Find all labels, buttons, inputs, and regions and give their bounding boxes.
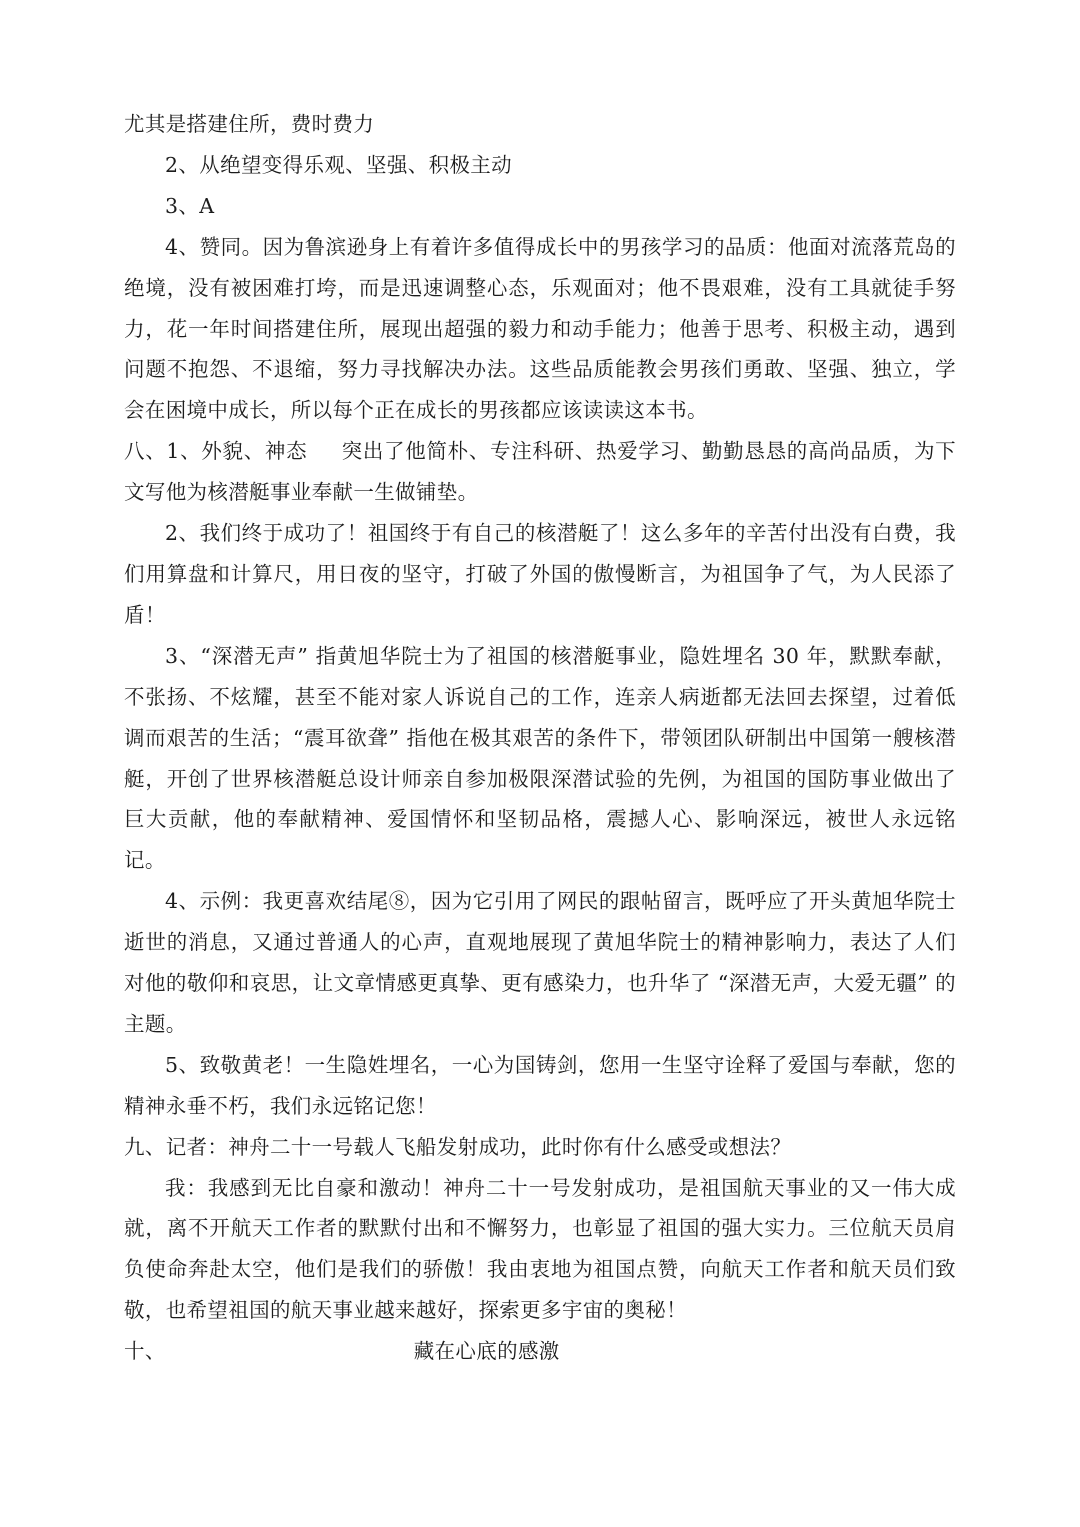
section-nine-question: 九、记者：神舟二十一号载人飞船发射成功，此时你有什么感受或想法？ xyxy=(124,1134,792,1159)
answer-paragraph: 5、致敬黄老！一生隐姓埋名，一心为国铸剑，您用一生坚守诠释了爱国与奉献，您的精神永垂不朽，我们永远铭记您！ xyxy=(124,1052,956,1118)
section-eight-answer: 突出了他简朴、专注科研、热爱学习、勤勤恳恳的高尚品质，为下文写他为核潜艇事业奉献一生做铺垫。 xyxy=(124,439,956,505)
answer-paragraph: 2、我们终于成功了！祖国终于有自己的核潜艇了！这么多年的辛苦付出没有白费，我们用算盘和计算尺，用日夜的坚守，打破了外国的傲慢断言，为祖国争了气，为人民添了盾！ xyxy=(124,521,956,627)
answer-paragraph: 4、示例：我更喜欢结尾⑧，因为它引用了网民的跟帖留言，既呼应了开头黄旭华院士逝世的消息，又通过普通人的心声，直观地展现了黄旭华院士的精神影响力，表达了人们对他的敬仰和哀思，让文章情感更真挚、更有感染力，也升华了 “深潜无声，大爱无疆” 的主题。 xyxy=(124,889,956,1036)
answer-paragraph: 我：我感到无比自豪和激动！神舟二十一号发射成功，是祖国航天事业的又一伟大成就，离不开航天工作者的默默付出和不懈努力，也彰显了祖国的强大实力。三位航天员肩负使命奔赴太空，他们是我们的骄傲！我由衷地为祖国点赞，向航天工作者和航天员们致敬，也希望祖国的航天事业越来越好，探索更多宇宙的奥秘！ xyxy=(124,1175,956,1323)
answer-paragraph: 3、“深潜无声” 指黄旭华院士为了祖国的核潜艇事业，隐姓埋名 30 年，默默奉献，不张扬、不炫耀，甚至不能对家人诉说自己的工作，连亲人病逝都无法回去探望，过着低调而艰苦的生活；“震耳欲聋” 指他在极其艰苦的条件下，带领团队研制出中国第一艘核潜艇，开创了世界核潜艇总设计师亲自参加极限深潜试验的先例，为祖国的国防事业做出了巨大贡献，他的奉献精神、爱国情怀和坚韧品格，震撼人心、影响深远，被世人永远铭记。 xyxy=(124,643,956,873)
answer-paragraph: 2、从绝望变得乐观、坚强、积极主动 xyxy=(165,152,512,177)
essay-title: 藏在心底的感激 xyxy=(413,1339,560,1364)
answer-paragraph: 4、赞同。因为鲁滨逊身上有着许多值得成长中的男孩学习的品质：他面对流落荒岛的绝境，没有被困难打垮，而是迅速调整心态，乐观面对；他不畏艰难，没有工具就徒手努力，花一年时间搭建住所，展现出超强的毅力和动手能力；他善于思考、积极主动，遇到问题不抱怨、不退缩，努力寻找解决办法。这些品质能教会男孩们勇敢、坚强、独立，学会在困境中成长，所以每个正在成长的男孩都应该读读这本书。 xyxy=(124,234,956,423)
section-eight-paragraph xyxy=(124,431,956,513)
section-ten-number: 十、 xyxy=(124,1339,166,1364)
answer-paragraph: 3、A xyxy=(165,193,215,218)
section-ten-heading xyxy=(124,1331,956,1372)
section-eight-lead: 八、1、外貌、神态 xyxy=(124,439,308,464)
document-body xyxy=(124,104,956,1372)
answer-paragraph: 尤其是搭建住所，费时费力 xyxy=(124,112,375,136)
